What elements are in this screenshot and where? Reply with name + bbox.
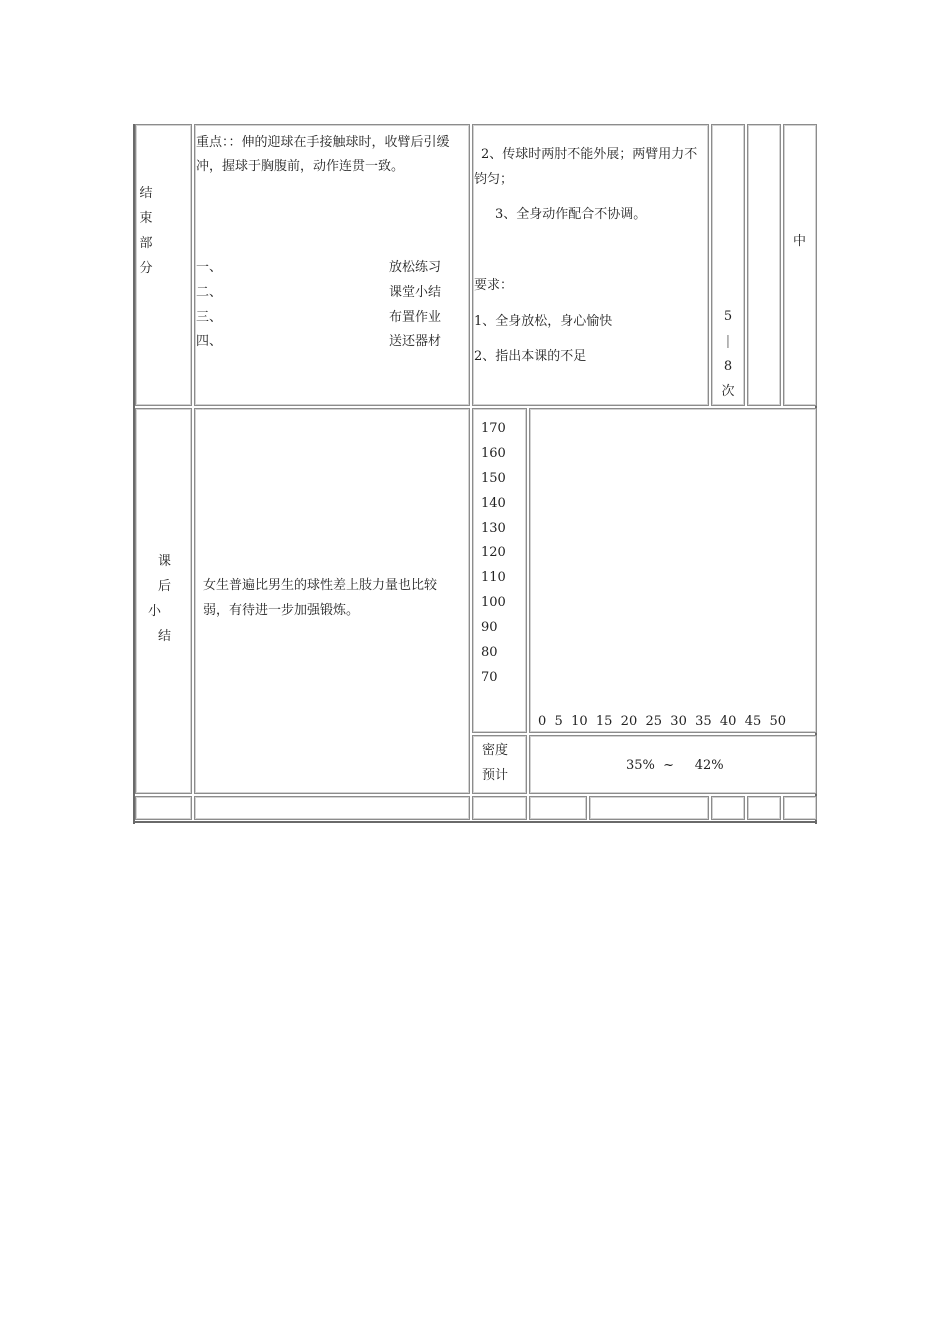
footer-cell-6	[711, 796, 745, 820]
error-line-2: 钧匀；	[474, 172, 514, 187]
heart-rate-axis-cell	[472, 408, 527, 733]
intensity-cell	[783, 124, 817, 406]
summary-char-2: 后	[158, 579, 172, 594]
footer-cell-4	[529, 796, 587, 820]
density-value: 35% ~ 42%	[626, 758, 724, 773]
step-text-2: 课堂小结	[389, 285, 442, 300]
summary-char-1: 课	[158, 554, 172, 569]
footer-cell-1	[135, 796, 192, 820]
footer-cell-3	[472, 796, 527, 820]
ending-label: 结 束 部 分	[139, 186, 153, 276]
count-value: 5 | 8 次	[721, 309, 735, 399]
requirement-2: 2、指出本课的不足	[474, 349, 587, 364]
density-label-cell	[472, 735, 527, 794]
count-cell	[711, 124, 745, 406]
summary-text-line-2: 弱，有待进一步加强锻炼。	[203, 603, 360, 618]
summary-char-3: 小	[148, 604, 162, 619]
footer-cell-8	[783, 796, 817, 820]
heart-rate-chart-cell	[529, 408, 817, 733]
key-point-line-2: 冲，握球于胸腹前，动作连贯一致。	[196, 159, 405, 174]
time-axis-labels: 0 5 10 15 20 25 30 35 40 45 50	[538, 714, 787, 729]
error-line-1: 2、传球时两肘不能外展；两臂用力不	[481, 147, 698, 162]
density-value-cell	[529, 735, 817, 794]
key-point-line-1: 重点：：伸的迎球在手接触球时，收臂后引缓	[196, 135, 450, 150]
step-text-4: 送还器材	[389, 334, 442, 349]
summary-text-cell	[194, 408, 470, 794]
lesson-plan-table	[133, 124, 817, 824]
ending-content-cell	[194, 124, 470, 406]
density-label-2: 预计	[482, 768, 509, 783]
footer-cell-2	[194, 796, 470, 820]
step-text-3: 布置作业	[389, 310, 442, 325]
blank-cell	[747, 124, 781, 406]
step-num-3: 三、	[196, 310, 223, 325]
step-num-2: 二、	[196, 285, 223, 300]
footer-cell-5	[589, 796, 709, 820]
step-text-1: 放松练习	[389, 260, 442, 275]
heart-rate-axis-labels: 170 160 150 140 130 120 110 100 90 80 70	[481, 421, 506, 685]
ending-label-cell	[135, 124, 192, 406]
requirement-1: 1、全身放松，身心愉快	[474, 314, 613, 329]
requirements-title: 要求：	[474, 278, 514, 293]
density-label-1: 密度	[482, 743, 509, 758]
summary-label-cell	[135, 408, 192, 794]
footer-cell-7	[747, 796, 781, 820]
summary-text-line-1: 女生普遍比男生的球性差上肢力量也比较	[203, 578, 438, 593]
ending-requirements-cell	[472, 124, 709, 406]
intensity-value: 中	[793, 234, 807, 249]
bottom-rule	[133, 821, 817, 823]
summary-char-4: 结	[158, 629, 172, 644]
step-num-4: 四、	[196, 334, 223, 349]
step-num-1: 一、	[196, 260, 223, 275]
error-line-3: 3、全身动作配合不协调。	[495, 207, 647, 222]
